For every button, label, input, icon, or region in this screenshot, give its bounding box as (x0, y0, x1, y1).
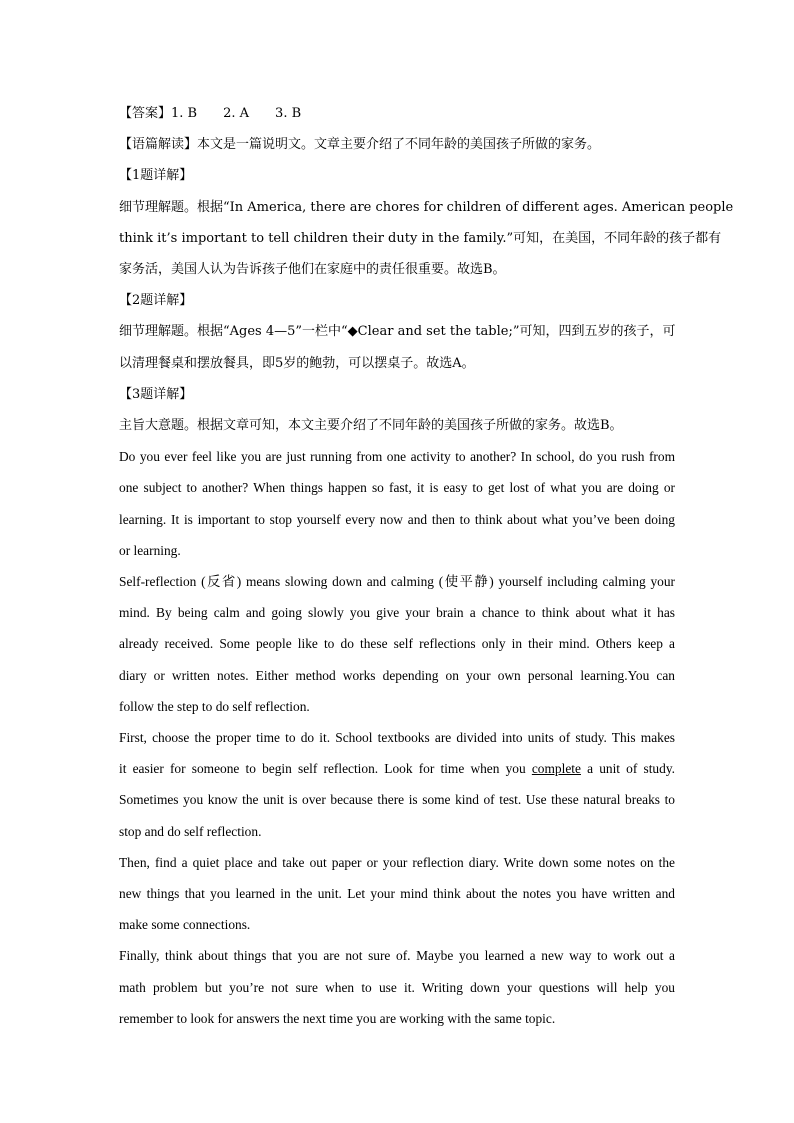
passage-p2-line: diary or written notes. Either method works depending on your own personal learning.You can (119, 667, 675, 683)
q3-heading: 【3题详解】 (119, 386, 193, 402)
answer-1: 1. B (171, 106, 198, 121)
q1-line-2: think it’s important to tell children their duty in the family.”可知，在美国，不同年龄的孩子都有 (119, 230, 722, 246)
answer-label: 【答案】 (119, 106, 172, 121)
analysis-label: 【语篇解读】 (119, 137, 198, 153)
underlined-word-complete: complete (531, 761, 581, 777)
q2-line-1: 细节理解题。根据“Ages 4—5”一栏中“◆Clear and set the table;”可知，四到五岁的孩子，可 (119, 324, 676, 340)
passage-p1-line: or learning. (119, 542, 181, 558)
q2-line-2: 以清理餐桌和摆放餐具，即5岁的鲍勃，可以摆桌子。故选A。 (119, 355, 475, 371)
q1-line-1: 细节理解题。根据“In America, there are chores for children of different ages. American people (119, 199, 734, 215)
passage-p2-line: Self-reflection (反省) means slowing down and calming (使平静) yourself including calming your (119, 574, 675, 590)
analysis-text: 本文是一篇说明文。文章主要介绍了不同年龄的美国孩子所做的家务。 (197, 137, 601, 153)
passage-p3-line: stop and do self reflection. (119, 823, 262, 839)
passage-p5-line: remember to look for answers the next time you are working with the same topic. (119, 1010, 556, 1026)
q2-heading: 【2题详解】 (119, 293, 193, 309)
passage-p5-line: Finally, think about things that you are not sure of. Maybe you learned a new way to work out a (119, 948, 675, 964)
passage-p1-line: learning. It is important to stop yourself every now and then to think about what you’ve been doing (119, 511, 675, 527)
passage-p5-line: math problem but you’re not sure when to use it. Writing down your questions will help you (119, 979, 675, 995)
analysis-line (119, 129, 675, 160)
answer-3: 3. B (275, 106, 302, 121)
document-page (119, 98, 734, 1034)
passage-p3-line2-after: a unit of study. (580, 761, 675, 777)
q1-line-3: 家务活，美国人认为告诉孩子他们在家庭中的责任很重要。故选B。 (119, 262, 506, 278)
answer-2: 2. A (223, 106, 250, 121)
passage-p3-line2-before: it easier for someone to begin self reflection. Look for time when you (119, 761, 532, 777)
answer-line (119, 98, 675, 129)
passage-p4-line: make some connections. (119, 917, 251, 933)
passage-p2-line: mind. By being calm and going slowly you give your brain a chance to think about what it has (119, 605, 675, 621)
passage-p3-line: Sometimes you know the unit is over because there is some kind of test. Use these natural breaks to (119, 792, 675, 808)
q3-line-1: 主旨大意题。根据文章可知，本文主要介绍了不同年龄的美国孩子所做的家务。故选B。 (119, 418, 623, 434)
passage-p2-line: already received. Some people like to do these self reflections only in their mind. Others keep a (119, 636, 675, 652)
passage-p1-line: one subject to another? When things happen so fast, it is easy to get lost of what you are doing or (119, 480, 675, 496)
passage-p3-line (119, 753, 675, 784)
q1-heading: 【1题详解】 (119, 168, 193, 184)
passage-p3-line: First, choose the proper time to do it. School textbooks are divided into units of study. This makes (119, 730, 675, 746)
passage-p4-line: Then, find a quiet place and take out paper or your reflection diary. Write down some notes on the (119, 854, 675, 870)
passage-p2-line: follow the step to do self reflection. (119, 698, 310, 714)
passage-p1-line: Do you ever feel like you are just running from one activity to another? In school, do you rush from (119, 449, 675, 465)
passage-p4-line: new things that you learned in the unit. Let your mind think about the notes you have written and (119, 886, 675, 902)
